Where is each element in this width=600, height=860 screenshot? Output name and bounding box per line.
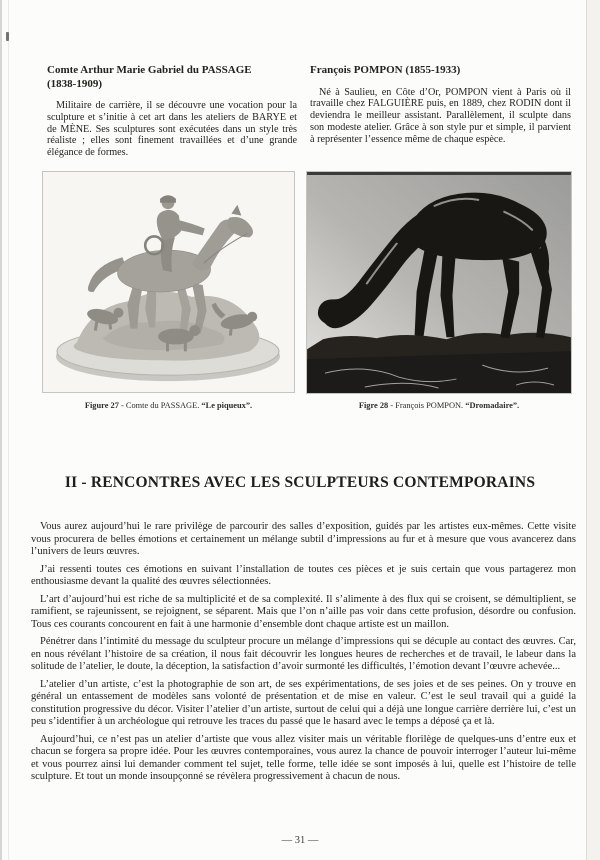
scan-edge-right-shade	[587, 0, 600, 860]
figure-27-image	[42, 171, 295, 393]
figure-28-label: Figre 28	[358, 401, 389, 410]
scan-fold-line	[8, 0, 9, 860]
passage-biography-text: Militaire de carrière, il se découvre une vocation pour la sculpture et s’initie à cet art dans les ateliers de BARYE et de MÈNE. Ses sculptures sont exécutées dans un style très réaliste ; elles sont finement travaillées et d’une grande élégance de formes.	[47, 100, 297, 159]
body-paragraph: J’ai ressenti toutes ces émotions en suivant l’installation de toutes ces pièces et je suis certain que vous partagerez mon enthousiasme devant la qualité des œuvres sélectionnées.	[31, 563, 576, 587]
figure-28-caption	[302, 401, 576, 411]
figure-27-title: “Le piqueux”.	[201, 401, 253, 410]
body-paragraph: Vous aurez aujourd’hui le rare privilège de parcourir des salles d’exposition, guidés par les artistes eux-mêmes. Cette visite vous procurera de belles émotions et certainement un mélange subtil d’impressions au fur et à mesure que vous avancerez dans l’univers de leurs œuvres.	[31, 521, 576, 557]
figure-28-title: “Dromadaire”.	[465, 401, 520, 410]
scan-edge-left	[0, 0, 2, 860]
biography-columns	[47, 64, 571, 159]
passage-heading	[47, 64, 297, 91]
figure-27-attribution: - Comte du PASSAGE.	[118, 401, 202, 410]
biography-pompon	[310, 64, 571, 159]
pompon-biography-text: Né à Saulieu, en Côte d’Or, POMPON vient à Paris où il travaille chez FALGUIÈRE puis, en 1889, chez RODIN dont il deviendra le meilleur assistant. Parallèlement, il sculpte dans son modeste atelier. Grâce à son style pur et simple, il parvient à représenter l’essence même de chaque espèce.	[310, 86, 571, 145]
body-paragraph: Pénétrer dans l’intimité du message du sculpteur procure un mélange d’impressions qui se décuple au contact des œuvres. Car, en nous révélant l’histoire de sa création, il nous fait découvrir les longues heures de recherches et de travail, le labeur dans la solitude de l’atelier, le doute, la déception, la satisfaction d’avoir surmonté les difficultés, l’émotion devant l’œuvre achevée...	[31, 636, 576, 672]
passage-heading-name: Comte Arthur Marie Gabriel du PASSAGE	[47, 64, 252, 76]
page-number: — 31 —	[281, 835, 319, 846]
figure-27-caption	[34, 401, 303, 411]
scan-artifact-speck	[6, 32, 9, 41]
body-paragraph: L’atelier d’un artiste, c’est la photographie de son art, de ses expérimentations, de ses joies et de ses peines. On y trouve en général un entassement de modèles sans volonté de présentation et de mise en valeur. C’est le seul travail qui a guidé la constitution progressive du décor. Visiter l’atelier d’un artiste, surtout de celui qui a déjà une longue carrière derrière lui, c’est un peu s’identifier à un archéologue qui retrouve les traces du passé que le hasard avec le temps a déposé ça et là.	[31, 678, 576, 727]
pompon-heading: François POMPON (1855-1933)	[310, 64, 461, 76]
pompon-sculpture-illustration	[307, 172, 571, 393]
passage-sculpture-illustration	[43, 172, 294, 392]
figure-28-attribution: - François POMPON.	[388, 401, 466, 410]
figure-27-label: Figure 27	[84, 401, 119, 410]
biography-passage	[47, 64, 297, 159]
passage-heading-dates: (1838-1909)	[47, 77, 102, 90]
body-paragraph: Aujourd’hui, ce n’est pas un atelier d’artiste que vous allez visiter mais un véritable florilège de quelques-uns d’entre eux et chacun se forgera sa propre idée. Pour les œuvres contemporaines, vous aurez la chance de pouvoir interroger l’auteur lui-même et vous pourrez ainsi lui demander comment tel sujet, telle forme, telle idée se sont imposés à lui, quelle est l’histoire de telle sculpture. Et tout un monde insoupçonné se révèlera progressivement à chacun de nous.	[31, 733, 576, 782]
scan-edge-right-line	[586, 0, 587, 860]
figure-28-image	[306, 171, 572, 394]
section-heading: II - RENCONTRES AVEC LES SCULPTEURS CONTEMPORAINS	[64, 474, 536, 491]
main-body-text	[31, 521, 576, 789]
body-paragraph: L’art d’aujourd’hui est riche de sa multiplicité et de sa complexité. Il s’alimente à des flux qui se croisent, se démultiplient, se ramifient, se rajeunissent, se rejoignent, se séparent. Mais que l’on n’aille pas voir dans cette profusion, désordre ou confusion. Tous ces courants concourent en fait à une harmonie d’ensemble dont chaque artiste est un maillon.	[31, 593, 576, 630]
